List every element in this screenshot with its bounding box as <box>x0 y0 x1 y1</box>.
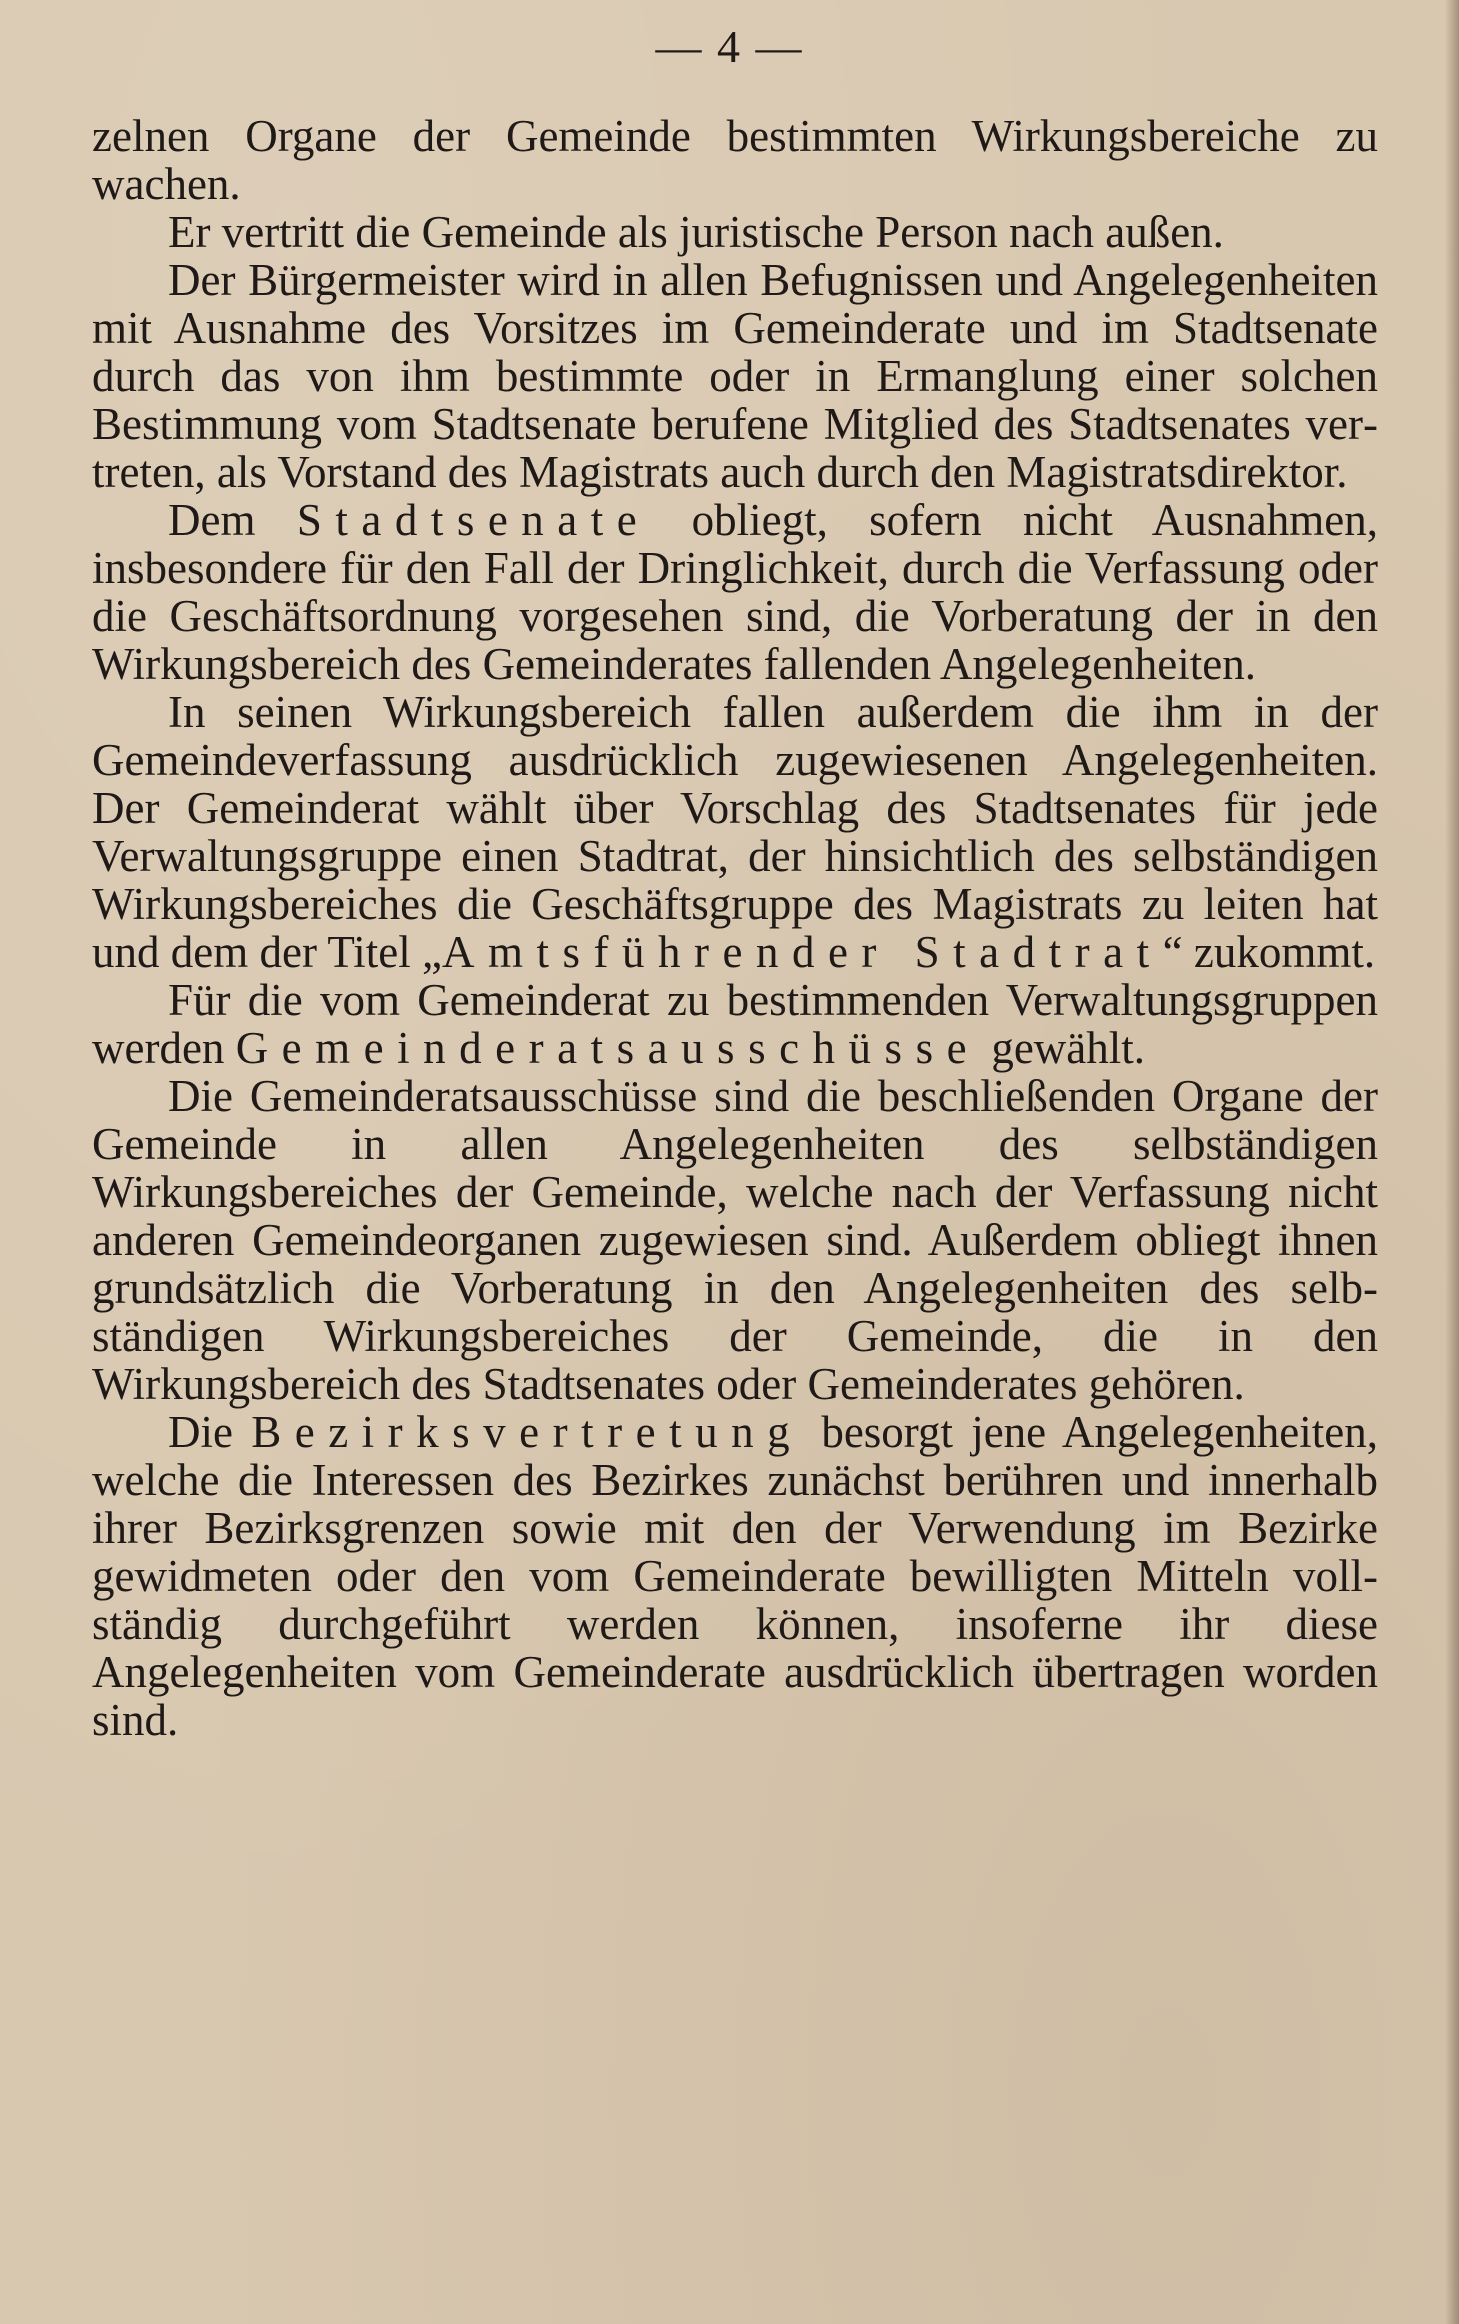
page-edge-shadow <box>1445 0 1459 2324</box>
page-number: — 4 — <box>655 21 804 72</box>
emphasized-term: Gemeinderatsausschüsse <box>235 1023 981 1073</box>
text-segment: gewählt. <box>980 1023 1146 1073</box>
text-segment: Dem <box>168 495 297 545</box>
text-segment: zelnen Organe der Gemeinde bestimmten Wirkungsbereiche zu wachen. <box>92 111 1378 209</box>
paragraph <box>92 1072 1378 1408</box>
text-segment: Er vertritt die Gemeinde als juristische Person nach außen. <box>168 207 1224 257</box>
text-segment: In seinen Wirkungsbereich fallen außerdem die ihm in der Gemeindeverfassung ausdrücklich zugewiesenen Angelegenheiten. Der Gemeinderat wählt über Vorschlag des Stadtsenates für jede Verwaltungsgruppe einen Stadtrat, der hinsichtlich des selbständigen Wirkungsbereiches die Geschäftsgruppe des Magistrats zu leiten hat und dem der Titel „ <box>92 687 1378 977</box>
emphasized-term: Stadtsenate <box>296 495 651 545</box>
text-segment: Für die vom Gemeinderat zu bestimmenden Verwaltungsgruppen werden <box>92 975 1378 1073</box>
emphasized-term: Bezirksvertretung <box>251 1407 804 1457</box>
paragraph <box>92 208 1378 256</box>
paragraph <box>92 256 1378 496</box>
text-segment: “ zukommt. <box>1162 927 1376 977</box>
text-segment: Die Gemeinderatsausschüsse sind die beschließenden Organe der Gemeinde in allen Angelegenheiten des selbständigen Wirkungsbereiches der Gemeinde, welche nach der Verfassung nicht anderen Gemeindeorganen zugewiesen sind. Außerdem obliegt ihnen grundsätzlich die Vorberatung in den Angelegenheiten des selbständigen Wirkungsbereiches der Gemeinde, die in den Wirkungsbereich des Stadtsenates oder Gemeinderates gehören. <box>92 1071 1378 1409</box>
paragraph <box>92 976 1378 1072</box>
text-segment: Die <box>168 1407 252 1457</box>
paragraph <box>92 1408 1378 1744</box>
body-text <box>92 112 1378 1744</box>
paragraph <box>92 688 1378 976</box>
emphasized-term: Amtsführender Stadtrat <box>441 927 1163 977</box>
text-segment: obliegt, sofern nicht Ausnahmen, insbesondere für den Fall der Dringlichkeit, durch die Verfassung oder die Geschäftsordnung vorgesehen sind, die Vorberatung der in den Wirkungsbereich des Gemeinderates fallenden Angelegenheiten. <box>92 495 1378 689</box>
text-segment: Der Bürgermeister wird in allen Befugnissen und Angelegenheiten mit Ausnahme des Vorsitzes im Gemeinderate und im Stadtsenate durch das von ihm bestimmte oder in Ermanglung einer solchen Bestimmung vom Stadtsenate berufene Mitglied des Stadtsenates vertreten, als Vorstand des Magistrats auch durch den Magistratsdirektor. <box>92 255 1378 497</box>
paragraph <box>92 496 1378 688</box>
text-segment: besorgt jene Angelegenheiten, welche die Interessen des Bezirkes zunächst berühren und innerhalb ihrer Bezirksgrenzen sowie mit den der Verwendung im Bezirke gewidmeten oder den vom Gemeinderate bewilligten Mitteln vollständig durchgeführt werden können, insoferne ihr diese Angelegenheiten vom Gemeinderate ausdrücklich übertragen worden sind. <box>92 1407 1378 1745</box>
paragraph <box>92 112 1378 208</box>
